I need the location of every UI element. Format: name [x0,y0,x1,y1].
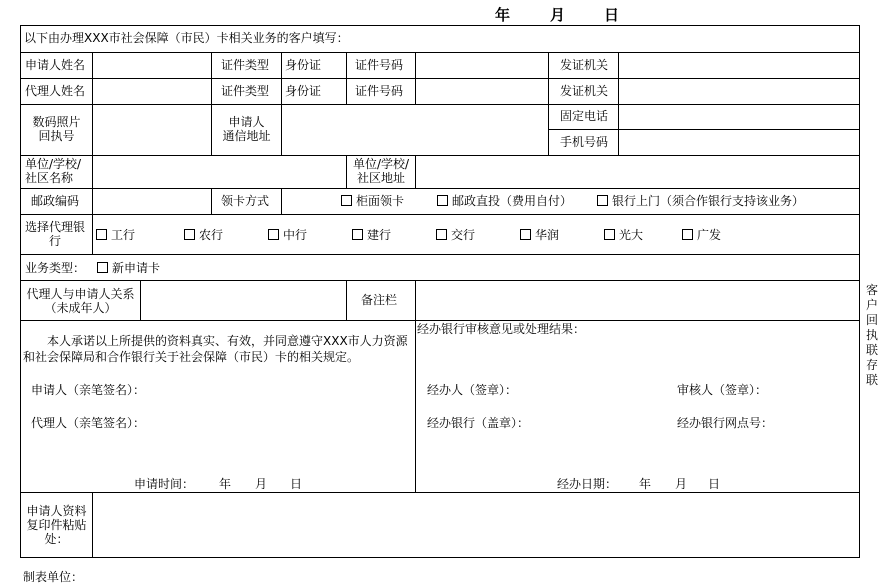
applicant-sign-label: 申请人（亲笔签名）： [31,383,146,397]
maker-unit-label: 制表单位： [23,570,84,584]
relation-label: 代理人与申请人关系 （未成年人） [26,287,135,315]
applicant-name-field[interactable] [93,53,210,78]
applicant-authority-label: 发证机关 [560,58,609,72]
mobile-label: 手机号码 [560,135,609,149]
branch-number-label: 经办银行网点号： [677,416,774,430]
business-type-label: 业务类型： [25,261,86,275]
checkbox-icon[interactable] [437,195,448,206]
handling-month-label: 月 [675,477,688,491]
paste-area[interactable] [93,493,859,557]
applicant-id-no-label: 证件号码 [355,58,404,72]
remark-label: 备注栏 [361,293,398,307]
checkbox-icon[interactable] [604,229,615,240]
bank-option-crb[interactable]: 华润 [520,229,559,243]
apply-time-label: 申请时间： [134,477,195,491]
apply-year-label: 年 [219,477,232,491]
bank-option-boc[interactable]: 中行 [268,229,307,243]
bank-stamp-label: 经办银行（盖章）： [427,416,530,430]
header-year: 年 [495,6,511,24]
handling-date-label: 经办日期： [557,477,618,491]
checkbox-icon[interactable] [184,229,195,240]
bank-review-title: 经办银行审核意见或处理结果： [417,322,586,336]
checkbox-icon[interactable] [341,195,352,206]
checkbox-icon[interactable] [520,229,531,240]
handling-day-label: 日 [708,477,721,491]
agent-id-type-value: 身份证 [285,84,322,98]
landline-field[interactable] [619,105,859,129]
applicant-authority-field[interactable] [619,53,859,78]
checkbox-icon[interactable] [597,195,608,206]
bank-option-ccb[interactable]: 建行 [352,229,391,243]
intro-text: 以下由办理XXX市社会保障（市民）卡相关业务的客户填写： [24,31,349,45]
relation-field[interactable] [141,281,345,320]
postal-code-label: 邮政编码 [31,194,80,208]
agent-bank-label: 选择代理银 行 [25,220,86,248]
bank-option-icbc[interactable]: 工行 [96,229,135,243]
unit-address-label: 单位/学校/ 社区地址 [352,157,410,185]
bank-option-ceb[interactable]: 光大 [604,229,643,243]
paste-area-label: 申请人资料 复印件粘贴 处： [26,504,87,546]
business-new-card-option[interactable]: 新申请卡 [97,262,160,276]
agent-name-field[interactable] [93,79,210,104]
agent-id-no-label: 证件号码 [355,84,404,98]
header-month: 月 [550,6,566,24]
agent-authority-field[interactable] [619,79,859,104]
landline-label: 固定电话 [560,109,609,123]
mobile-field[interactable] [619,130,859,155]
checkbox-icon[interactable] [436,229,447,240]
agent-id-type-label: 证件类型 [221,84,270,98]
header-day: 日 [604,6,620,24]
checkbox-icon[interactable] [96,229,107,240]
agent-authority-label: 发证机关 [560,84,609,98]
checkbox-icon[interactable] [352,229,363,240]
unit-address-field[interactable] [416,156,859,188]
apply-day-label: 日 [290,477,303,491]
agent-sign-label: 代理人（亲笔签名）： [31,416,146,430]
applicant-id-type-value: 身份证 [285,58,322,72]
photo-receipt-field[interactable] [93,105,210,155]
checkbox-icon[interactable] [268,229,279,240]
pledge-text: 本人承诺以上所提供的资料真实、有效，并同意遵守XXX市人力资源和社会保障局和合作银行关于社会保障（市民）卡的相关规定。 [23,334,408,364]
checkbox-icon[interactable] [97,262,108,273]
pickup-counter-option[interactable]: 柜面领卡 [341,195,404,209]
applicant-name-label: 申请人姓名 [25,58,86,72]
handling-year-label: 年 [639,477,652,491]
side-note: 客 户 回 执 联 存 联 [865,283,878,387]
remark-field[interactable] [416,281,859,320]
unit-name-field[interactable] [93,156,345,188]
applicant-id-no-field[interactable] [416,53,547,78]
applicant-address-label: 申请人 通信地址 [222,115,271,143]
agent-id-no-field[interactable] [416,79,547,104]
bank-option-cgb[interactable]: 广发 [682,229,721,243]
applicant-id-type-label: 证件类型 [221,58,270,72]
handler-sign-label: 经办人（签章）： [427,383,518,397]
photo-receipt-label: 数码照片 回执号 [32,115,81,143]
agent-name-label: 代理人姓名 [25,84,86,98]
bank-option-abc[interactable]: 农行 [184,229,223,243]
pickup-method-label: 领卡方式 [221,194,270,208]
checkbox-icon[interactable] [682,229,693,240]
applicant-address-field[interactable] [282,105,547,155]
postal-code-field[interactable] [93,189,210,214]
reviewer-sign-label: 审核人（签章）： [677,383,768,397]
pickup-post-option[interactable]: 邮政直投（费用自付） [437,195,572,209]
bank-option-bocom[interactable]: 交行 [436,229,475,243]
apply-month-label: 月 [255,477,268,491]
pickup-bank-option[interactable]: 银行上门（须合作银行支持该业务） [597,195,804,209]
unit-name-label: 单位/学校/ 社区名称 [25,157,82,185]
